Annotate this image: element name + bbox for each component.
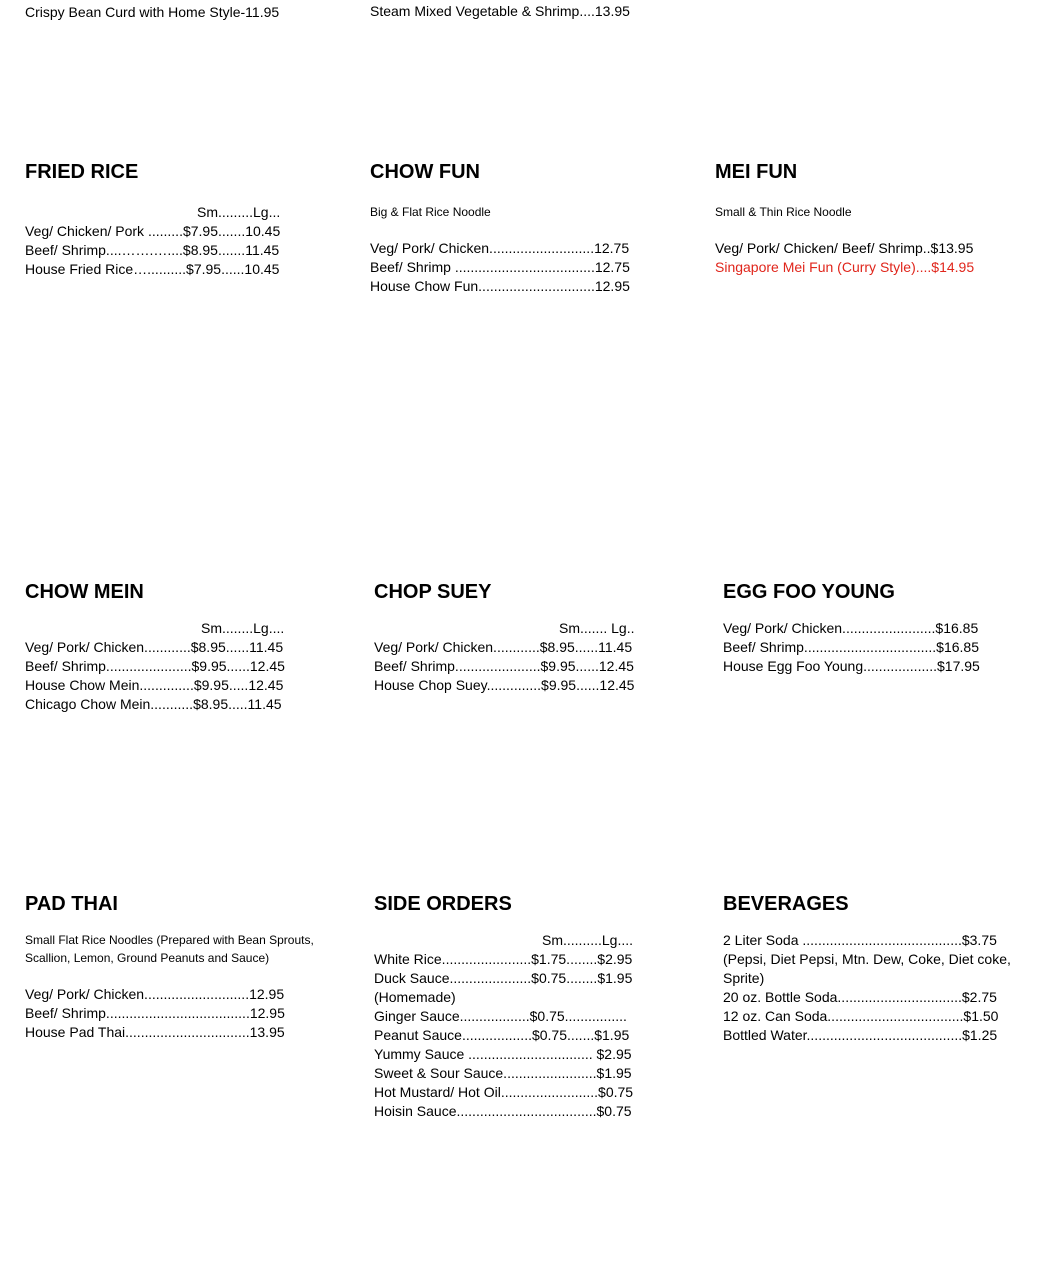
section-title: FRIED RICE [25,161,139,183]
special-menu-item: Singapore Mei Fun (Curry Style)....$14.95 [715,259,975,275]
section-note: Small Flat Rice Noodles (Prepared with Bean Sprouts, Scallion, Lemon, Ground Peanuts and Sauce) [25,933,314,965]
menu-item: Beef/ Shrimp.....................................12.95 [25,1005,285,1021]
section-title: CHOP SUEY [374,581,492,603]
menu-item: House Pad Thai................................13.95 [25,1024,285,1040]
menu-item: House Chow Fun..............................12.95 [370,278,630,294]
menu-item: Hot Mustard/ Hot Oil.........................$0.75 [374,1084,634,1100]
section-title: CHOW FUN [370,161,480,183]
menu-item: Beef/ Shrimp..................................$16.85 [723,639,979,655]
menu-item: Ginger Sauce..................$0.75................ [374,1008,627,1024]
menu-item: House Chop Suey..............$9.95......12.45 [374,677,635,693]
menu-item: Bottled Water........................................$1.25 [723,1027,998,1043]
menu-item-note: (Homemade) [374,989,456,1005]
section-title: EGG FOO YOUNG [723,581,895,603]
menu-item: Veg/ Pork/ Chicken...........................12.95 [25,986,285,1002]
menu-item: Beef/ Shrimp......................$9.95......12.45 [25,658,285,674]
section-title: MEI FUN [715,161,798,183]
menu-item: Veg/ Pork/ Chicken........................$16.85 [723,620,979,636]
menu-item: Beef/ Shrimp....…….…....$8.95.......11.45 [25,242,280,258]
menu-item: Chicago Chow Mein...........$8.95.....11.45 [25,696,282,712]
menu-item: 12 oz. Can Soda...................................$1.50 [723,1008,999,1024]
menu-item: Peanut Sauce..................$0.75.......$1.95 [374,1027,630,1043]
menu-item: Veg/ Pork/ Chicken............$8.95......11.45 [374,639,633,655]
menu-item: White Rice.......................$1.75........$2.95 [374,951,633,967]
menu-item: 2 Liter Soda .........................................$3.75 [723,932,997,948]
size-header: Sm.........Lg... [197,204,281,220]
menu-item: Sweet & Sour Sauce........................$1.95 [374,1065,632,1081]
section-note: Big & Flat Rice Noodle [370,205,491,219]
menu-item: Beef/ Shrimp......................$9.95......12.45 [374,658,634,674]
section-title: SIDE ORDERS [374,893,512,915]
menu-item: House Fried Rice…..........$7.95......10.45 [25,261,280,277]
menu-item: 20 oz. Bottle Soda................................$2.75 [723,989,997,1005]
menu-item: Veg/ Chicken/ Pork .........$7.95.......10.45 [25,223,281,239]
size-header: Sm........Lg.... [201,620,285,636]
menu-item-note: (Pepsi, Diet Pepsi, Mtn. Dew, Coke, Diet coke, Sprite) [723,951,1011,986]
section-title: CHOW MEIN [25,581,144,603]
menu-item: House Chow Mein..............$9.95.....12.45 [25,677,284,693]
menu-item: Crispy Bean Curd with Home Style-11.95 [25,4,280,20]
menu-item: Veg/ Pork/ Chicken............$8.95......11.45 [25,639,284,655]
size-header: Sm....... Lg.. [559,620,635,636]
section-note: Small & Thin Rice Noodle [715,205,852,219]
menu-item: Steam Mixed Vegetable & Shrimp....13.95 [370,3,630,19]
section-title: BEVERAGES [723,893,849,915]
section-title: PAD THAI [25,893,118,915]
menu-item: Yummy Sauce ................................ $2.95 [374,1046,632,1062]
menu-item: Hoisin Sauce....................................$0.75 [374,1103,632,1119]
menu-item: Beef/ Shrimp ....................................12.75 [370,259,630,275]
size-header: Sm..........Lg.... [542,932,634,948]
menu-item: Veg/ Pork/ Chicken/ Beef/ Shrimp..$13.95 [715,240,974,256]
menu-item: Veg/ Pork/ Chicken...........................12.75 [370,240,630,256]
menu-item: Duck Sauce.....................$0.75........$1.95 [374,970,633,986]
menu-item: House Egg Foo Young...................$17.95 [723,658,980,674]
